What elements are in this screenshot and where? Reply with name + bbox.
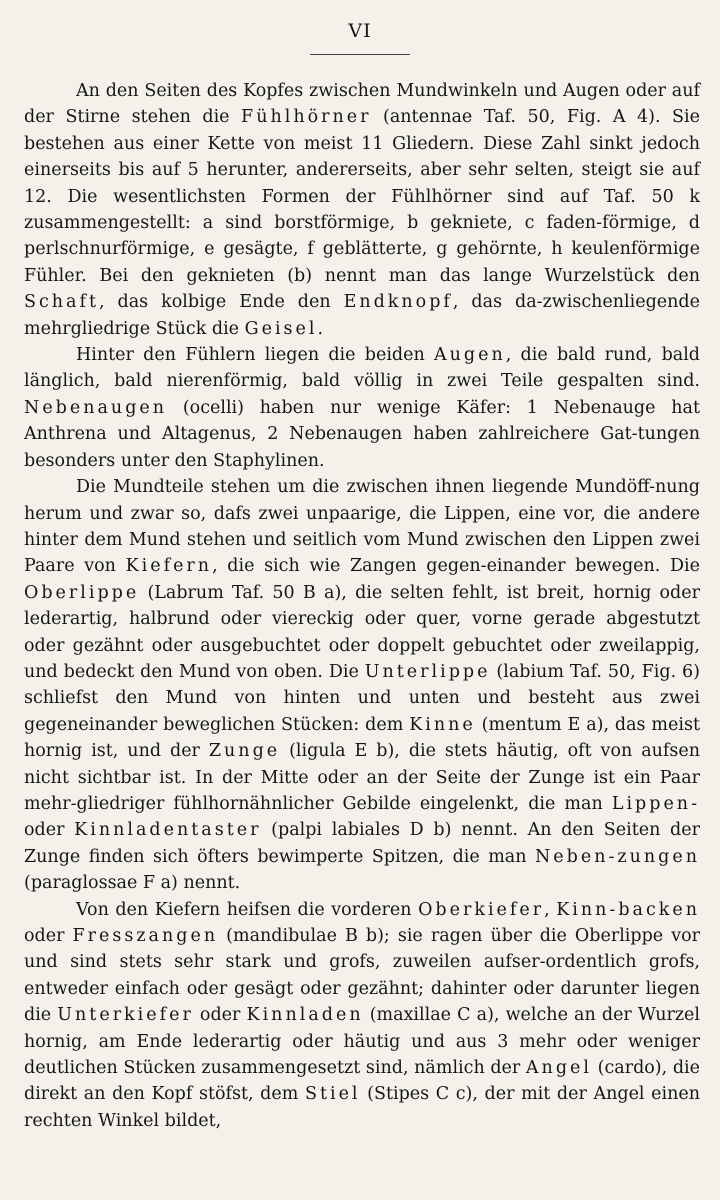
- text-run: (Labrum Taf. 50 B a), die selten fehlt, ist breit, hornig oder lederartig, halbrund oder viereckig oder quer, vorne gerade abgestutzt oder gezähnt oder ausgebuchtet oder doppelt gebuchtet oder zweilappig, und bedeckt den Mund von oben. Die: [24, 582, 700, 682]
- spaced-term: Kinnladen: [246, 1005, 364, 1026]
- text-run: (antennae Taf. 50, Fig. A 4). Sie bestehen aus einer Kette von meist 11 Gliedern. Diese Zahl sinkt jedoch einerseits bis auf 5 herunter, andererseits, aber sehr selten, steigt sie auf 12. Die wesentlichsten Formen der Fühlhörner sind auf Taf. 50 k zusammengestellt: a sind borstförmige, b geknietе, c faden-förmige, d perlschnurförmige, e gesägte, f geblätterte, g gehörnte, h keulenförmige Fühler. Bei den geknieten (b) nennt man das lange Wurzelstück den: [24, 107, 700, 286]
- paragraph: [24, 78, 700, 342]
- text-run: (cardo), die direkt an den Kopf stöfst, dem: [24, 1058, 700, 1105]
- spaced-term: Neben-zungen: [534, 846, 700, 867]
- spaced-term: Schaft: [24, 292, 100, 313]
- header-rule: [310, 54, 410, 55]
- spaced-term: Nebenaugen: [24, 397, 168, 418]
- paragraph: [24, 474, 700, 897]
- text-run: , das da-zwischenliegende mehrgliedrige Stück die: [24, 292, 700, 339]
- spaced-term: Zunge: [208, 741, 281, 762]
- text-run: (maxillae C a), welche an der Wurzel hornig, am Ende lederartig oder häutig und aus 3 mehr oder weniger deutlichen Stücken zusammengesetzt sind, nämlich der: [24, 1005, 700, 1079]
- text-run: An den Seiten des Kopfes zwischen Mundwinkeln und Augen oder auf der Stirne stehen die: [24, 81, 700, 128]
- text-run: ,: [544, 899, 557, 920]
- text-run: , die bald rund, bald länglich, bald nierenförmig, bald völlig in zwei Teile gespalten sind.: [24, 345, 700, 392]
- spaced-term: Fresszangen: [72, 926, 219, 946]
- text-run: (ligula E b), die stets häutig, oft von aufsen nicht sichtbar ist. In der Mitte oder an der Seite der Zunge ist ein Paar mehr-gliedriger fühlhornähnlicher Gebilde eingelenkt, die man: [24, 741, 700, 814]
- spaced-term: Oberkiefer: [418, 899, 545, 920]
- text-run: (mandibulae B b); sie ragen über die Oberlippe vor und sind stets sehr stark und grofs, zuweilen aufser-ordentlich grofs, entweder einfach oder gesägt oder gezähnt; dahinter oder darunter liegen die: [24, 926, 700, 1026]
- text-run: , die sich wie Zangen gegen-einander bewegen. Die: [212, 556, 700, 577]
- spaced-term: Oberlippe: [24, 582, 140, 603]
- text-run: (labium Taf. 50, Fig. 6) schliefst den Mund von hinten und unten und besteht aus zwei gegeneinander beweglichen Stücken: dem: [24, 661, 700, 735]
- text-run: Die Mundteile stehen um die zwischen ihnen liegende Mundöff-nung herum und zwar so, dafs zwei unpaarige, die Lippen, eine vor, die andere hinter dem Mund stehen und seitlich vom Mund zwischen den Lippen zwei Paare von: [24, 477, 700, 577]
- text-run: (paraglossae F a) nennt.: [24, 873, 241, 894]
- spaced-term: Fühlhörner: [241, 107, 372, 128]
- text-run: , das kolbige Ende den: [99, 292, 344, 313]
- spaced-term: Kinn-backen: [556, 899, 700, 920]
- text-run: Hinter den Fühlern liegen die beiden: [76, 345, 434, 366]
- spaced-term: Endknopf: [343, 292, 453, 313]
- spaced-term: Unterlippe: [364, 661, 491, 682]
- page-header: [0, 20, 720, 55]
- spaced-term: Lippen-: [611, 793, 700, 814]
- spaced-term: Geisel: [244, 318, 318, 339]
- spaced-term: Kiefern: [125, 556, 213, 577]
- text-run: (Stipes C c), der mit der Angel einen rechten Winkel bildet,: [24, 1084, 700, 1131]
- spaced-term: Angel: [525, 1058, 592, 1079]
- spaced-term: Unterkiefer: [57, 1005, 194, 1026]
- body-text: [24, 78, 700, 1134]
- text-run: (palpi labiales D b) nennt. An den Seiten der Zunge finden sich öfters bewimperte Spitzen, die man: [24, 820, 700, 867]
- text-run: oder: [24, 926, 73, 946]
- spaced-term: Augen: [434, 345, 506, 366]
- text-run: oder: [193, 1005, 247, 1026]
- text-run: (ocelli) haben nur wenige Käfer: 1 Nebenauge hat Anthrena und Altagenus, 2 Nebenaugen haben zahlreichere Gat-tungen besonders unter den Staphylinen.: [24, 397, 700, 471]
- text-run: oder: [24, 820, 75, 841]
- page-number: VI: [348, 20, 372, 42]
- spaced-term: Kinne: [409, 714, 476, 735]
- paragraph: [24, 897, 700, 1135]
- paragraph: [24, 342, 700, 474]
- spaced-term: Kinnladentaster: [74, 820, 262, 841]
- text-run: .: [317, 318, 324, 339]
- text-run: Von den Kiefern heifsen die vorderen: [76, 899, 419, 920]
- text-run: (mentum E a), das meist hornig ist, und der: [24, 714, 700, 762]
- spaced-term: Stiel: [304, 1084, 361, 1105]
